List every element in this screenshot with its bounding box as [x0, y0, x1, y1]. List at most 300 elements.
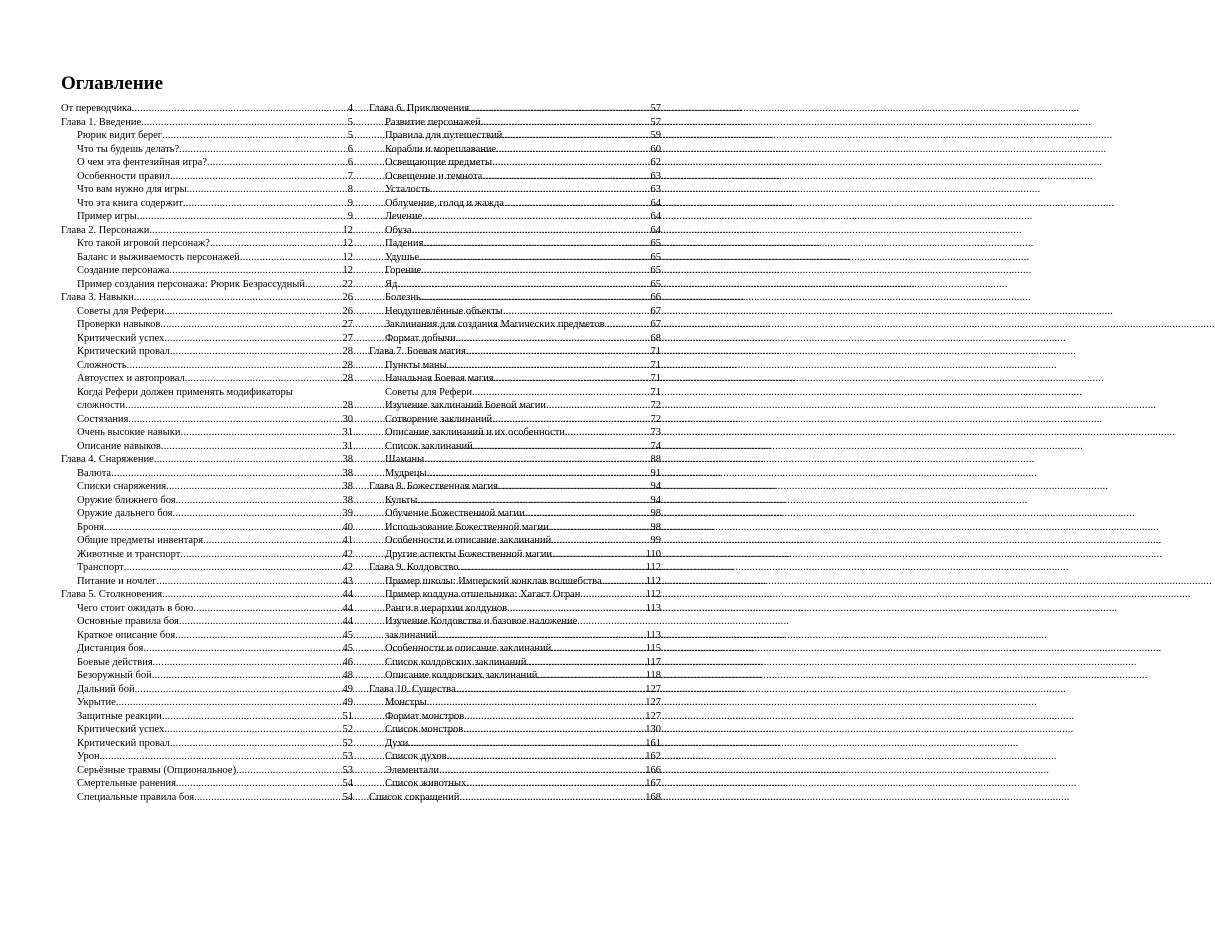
- toc-subentry[interactable]: [369, 602, 661, 616]
- toc-page-number: 52: [342, 737, 353, 749]
- toc-entry-title: Обучение Божественной магии: [385, 508, 525, 519]
- toc-entry-title: Животные и транспорт: [77, 548, 181, 560]
- toc-subentry[interactable]: [61, 723, 353, 737]
- toc-entry-title: Когда Рефери должен применять модификаторы: [77, 386, 293, 398]
- toc-subentry[interactable]: [61, 183, 353, 197]
- toc-page-number: 43: [342, 575, 353, 587]
- toc-chapter-entry[interactable]: [61, 116, 353, 130]
- toc-entry-title: Начальная Боевая магия: [385, 373, 494, 384]
- toc-leader-dots: [537, 669, 644, 683]
- toc-page-number: 38: [342, 454, 353, 465]
- toc-entry-title: Лечение: [385, 211, 423, 222]
- toc-chapter-entry[interactable]: [369, 102, 661, 116]
- toc-page-number: 63: [650, 170, 661, 182]
- toc-leader-dots: [419, 251, 649, 265]
- toc-page-number: 46: [342, 656, 353, 668]
- toc-subentry[interactable]: [369, 183, 661, 197]
- toc-leader-dots: [193, 602, 341, 616]
- toc-subentry[interactable]: [61, 305, 353, 319]
- toc-entry-title: Список монстров: [385, 724, 464, 735]
- toc-leader-dots: [424, 453, 649, 467]
- toc-subentry[interactable]: [369, 669, 661, 683]
- toc-page-number: 127: [645, 697, 661, 708]
- toc-entry-title: Пример школы: Имперский конклав волшебства: [385, 575, 602, 587]
- toc-leader-dots: [149, 224, 341, 238]
- toc-subentry[interactable]: [369, 426, 661, 440]
- toc-leader-dots: [447, 750, 645, 764]
- toc-leader-dots: [176, 777, 342, 791]
- toc-leader-dots: [194, 791, 341, 805]
- toc-entry-title: Пример создания персонажа: Рюрик Безрассудный: [77, 278, 305, 290]
- toc-leader-dots: [459, 791, 644, 805]
- toc-leader-dots: [236, 764, 341, 778]
- toc-entry-title: Смертельные ранения: [77, 778, 176, 789]
- toc-subentry[interactable]: [369, 156, 661, 170]
- toc-subentry[interactable]: [61, 548, 353, 562]
- toc-entry-title: Критический провал: [77, 737, 170, 749]
- toc-entry-title: От переводчика: [61, 103, 132, 114]
- toc-subentry[interactable]: [61, 264, 353, 278]
- toc-subentry[interactable]: [369, 521, 661, 535]
- toc-entry-title: Советы для Рефери: [385, 386, 472, 398]
- toc-subentry[interactable]: [369, 413, 661, 427]
- toc-entry-title: Глава 10. Существа: [369, 683, 456, 695]
- toc-subentry[interactable]: [61, 386, 353, 413]
- toc-subentry[interactable]: [61, 602, 353, 616]
- toc-page-number: 53: [342, 751, 353, 762]
- toc-page-number: 73: [650, 427, 661, 438]
- toc-page-number: 72: [650, 400, 661, 411]
- toc-subentry[interactable]: [369, 386, 661, 400]
- toc-entry-title: Развитие персонажей: [385, 116, 481, 128]
- toc-subentry[interactable]: [61, 278, 353, 292]
- toc-leader-dots: [421, 291, 650, 305]
- toc-subentry[interactable]: [369, 143, 661, 157]
- toc-subentry[interactable]: [61, 359, 353, 373]
- toc-leader-dots: [187, 183, 347, 197]
- toc-leader-dots: [173, 507, 342, 521]
- toc-subentry[interactable]: [369, 723, 661, 737]
- toc-subentry[interactable]: [61, 521, 353, 535]
- toc-entry-title: Глава 4. Снаряжение: [61, 454, 154, 465]
- toc-subentry[interactable]: [369, 305, 661, 319]
- toc-subentry[interactable]: [61, 480, 353, 494]
- toc-subentry[interactable]: [369, 291, 661, 305]
- toc-page-number: 65: [650, 265, 661, 276]
- toc-entry-title: Критический провал: [77, 346, 170, 357]
- toc-leader-dots: [437, 629, 645, 643]
- toc-entry-title: Описание колдовских заклинаний: [385, 670, 538, 681]
- toc-leader-dots: [111, 467, 341, 481]
- toc-leader-dots: [447, 359, 650, 373]
- toc-subentry[interactable]: [61, 750, 353, 764]
- toc-leader-dots: [207, 156, 347, 170]
- toc-subentry[interactable]: [61, 642, 353, 656]
- toc-subentry[interactable]: [369, 615, 661, 642]
- toc-leader-dots: [552, 548, 645, 562]
- toc-subentry[interactable]: [369, 170, 661, 184]
- toc-entry-title: Валюта: [77, 467, 112, 479]
- toc-entry-title: Усталость: [385, 184, 431, 195]
- toc-subentry[interactable]: [369, 440, 661, 454]
- toc-entry-title: Формат добычи: [385, 332, 456, 344]
- toc-leader-dots: [166, 480, 341, 494]
- toc-leader-dots: [164, 305, 342, 319]
- toc-page-number: 31: [342, 440, 353, 452]
- toc-entry-title: Проверки навыков: [77, 319, 161, 330]
- toc-page-number: 57: [650, 116, 661, 128]
- toc-leader-dots: [135, 683, 342, 697]
- toc-subentry[interactable]: [61, 251, 353, 265]
- toc-leader-dots: [602, 575, 645, 589]
- toc-subentry[interactable]: [369, 318, 661, 332]
- toc-subentry[interactable]: [61, 345, 353, 359]
- toc-subentry[interactable]: [61, 318, 353, 332]
- toc-subentry[interactable]: [369, 588, 661, 602]
- toc-entry-title: Очень высокие навыки: [77, 427, 181, 438]
- toc-leader-dots: [459, 561, 645, 575]
- toc-subentry[interactable]: [61, 777, 353, 791]
- toc-chapter-entry[interactable]: [61, 224, 353, 238]
- toc-page-number: 64: [650, 211, 661, 222]
- toc-entry-title: Корабли и мореплавание: [385, 143, 497, 155]
- toc-entry-title: Пример игры: [77, 211, 137, 222]
- toc-leader-dots: [125, 399, 341, 413]
- toc-leader-dots: [417, 494, 649, 508]
- toc-page-number: 5: [347, 116, 353, 128]
- toc-entry-title: Элементали: [385, 764, 439, 776]
- toc-entry-title: Неодушевлённые объекты: [385, 305, 503, 317]
- toc-entry-title: Список заклинаний: [385, 440, 473, 452]
- toc-page-number: 130: [645, 724, 661, 735]
- toc-leader-dots: [156, 575, 341, 589]
- toc-page-number: 161: [645, 737, 661, 749]
- toc-subentry[interactable]: [61, 615, 353, 629]
- toc-subentry[interactable]: [369, 467, 661, 481]
- toc-subentry[interactable]: [61, 170, 353, 184]
- toc-chapter-entry[interactable]: [369, 561, 661, 575]
- toc-leader-dots: [169, 264, 341, 278]
- toc-page-number: 12: [342, 251, 353, 263]
- toc-subentry[interactable]: [369, 534, 661, 548]
- toc-leader-dots: [305, 278, 342, 292]
- toc-chapter-entry[interactable]: [61, 588, 353, 602]
- toc-leader-dots: [430, 183, 649, 197]
- toc-subentry[interactable]: [369, 224, 661, 238]
- toc-subentry[interactable]: [369, 656, 661, 670]
- toc-entry-title: Сложность: [77, 359, 127, 371]
- toc-page-number: 60: [650, 143, 661, 155]
- toc-entry-title: Духи: [385, 737, 409, 749]
- toc-leader-dots: [116, 696, 342, 710]
- toc-entry-title-continued: заклинаний: [385, 629, 437, 641]
- toc-page-number: 72: [650, 413, 661, 425]
- toc-leader-dots: [104, 521, 342, 535]
- toc-entry-title: Общие предметы инвентаря: [77, 535, 204, 546]
- toc-column-right: [369, 102, 661, 804]
- toc-page-number: 52: [342, 724, 353, 735]
- toc-entry-line2: [77, 399, 353, 413]
- toc-subentry[interactable]: [61, 156, 353, 170]
- toc-subentry[interactable]: [369, 453, 661, 467]
- toc-subentry[interactable]: [369, 710, 661, 724]
- toc-leader-dots: [525, 507, 650, 521]
- toc-subentry[interactable]: [61, 629, 353, 643]
- toc-subentry[interactable]: [61, 129, 353, 143]
- toc-entry-title: Список сокращений: [369, 791, 460, 803]
- toc-subentry[interactable]: [61, 575, 353, 589]
- toc-subentry[interactable]: [61, 656, 353, 670]
- toc-page-number: 162: [645, 751, 661, 762]
- toc-entry-title: Падения: [385, 238, 424, 249]
- toc-entry-title: Основные правила боя: [77, 616, 179, 627]
- toc-entry-title: Пункты маны: [385, 359, 447, 371]
- toc-entry-title: Культы: [385, 494, 418, 506]
- toc-chapter-entry[interactable]: [369, 683, 661, 697]
- toc-subentry[interactable]: [61, 683, 353, 697]
- toc-subentry[interactable]: [369, 197, 661, 211]
- toc-page-number: 59: [650, 130, 661, 141]
- toc-leader-dots: [496, 143, 649, 157]
- toc-subentry[interactable]: [61, 737, 353, 751]
- toc-subentry[interactable]: [369, 548, 661, 562]
- toc-subentry[interactable]: [369, 737, 661, 751]
- toc-subentry[interactable]: [369, 399, 661, 413]
- toc-leader-dots: [164, 723, 341, 737]
- toc-leader-dots: [240, 251, 342, 265]
- toc-subentry[interactable]: [61, 467, 353, 481]
- toc-leader-dots: [152, 669, 342, 683]
- toc-entry-title: Особенности и описание заклинаний: [385, 535, 552, 546]
- toc-subentry[interactable]: [369, 507, 661, 521]
- toc-entry-title: Глава 8. Божественная магия: [369, 481, 498, 492]
- toc-page-number: 38: [342, 467, 353, 479]
- toc-subentry[interactable]: [61, 197, 353, 211]
- toc-leader-dots: [170, 345, 342, 359]
- toc-page-number: 42: [342, 562, 353, 573]
- toc-page-number: 94: [650, 481, 661, 492]
- toc-subentry[interactable]: [61, 332, 353, 346]
- toc-leader-dots: [473, 440, 650, 454]
- toc-subentry[interactable]: [61, 210, 353, 224]
- toc-leader-dots: [427, 467, 650, 481]
- toc-leader-dots: [127, 359, 342, 373]
- toc-subentry[interactable]: [369, 372, 661, 386]
- toc-page-number: 88: [650, 454, 661, 465]
- toc-entry-title: О чем эта фентезийная игра?: [77, 157, 208, 168]
- toc-entry-title: Использование Божественной магии: [385, 521, 549, 533]
- toc-leader-dots: [162, 710, 342, 724]
- toc-page-number: 26: [342, 305, 353, 317]
- toc-subentry[interactable]: [369, 332, 661, 346]
- toc-entry-title: Что вам нужно для игры: [77, 184, 187, 195]
- toc-subentry[interactable]: [61, 791, 353, 805]
- toc-page-number: 28: [342, 359, 353, 371]
- toc-subentry[interactable]: [61, 426, 353, 440]
- toc-subentry[interactable]: [369, 777, 661, 791]
- toc-subentry[interactable]: [61, 696, 353, 710]
- toc-leader-dots: [565, 426, 650, 440]
- toc-entry-title: Чего стоит ожидать в бою: [77, 602, 194, 614]
- toc-page-number: 57: [650, 103, 661, 114]
- toc-page-number: 65: [650, 251, 661, 263]
- toc-page-number: 168: [645, 791, 661, 803]
- toc-subentry[interactable]: [369, 129, 661, 143]
- toc-chapter-entry[interactable]: [61, 453, 353, 467]
- toc-page-number: 49: [342, 683, 353, 695]
- toc-entry-title: Монстры: [385, 697, 427, 708]
- toc-chapter-entry[interactable]: [369, 345, 661, 359]
- toc-leader-dots: [180, 548, 341, 562]
- toc-subentry[interactable]: [61, 561, 353, 575]
- toc-leader-dots: [549, 521, 650, 535]
- toc-leader-dots: [492, 156, 649, 170]
- toc-leader-dots: [203, 534, 341, 548]
- toc-chapter-entry[interactable]: [369, 791, 661, 805]
- toc-page-number: 7: [347, 170, 353, 182]
- toc-entry-title: Список колдовских заклинаний: [385, 656, 527, 668]
- toc-leader-dots: [498, 480, 650, 494]
- toc-subentry[interactable]: [369, 642, 661, 656]
- toc-subentry[interactable]: [369, 696, 661, 710]
- toc-leader-dots: [456, 683, 644, 697]
- toc-entry-title: Глава 9. Колдовство: [369, 562, 459, 573]
- toc-page-number: 44: [342, 589, 353, 600]
- toc-page-number: 64: [650, 197, 661, 209]
- toc-column-left: [61, 102, 353, 804]
- toc-subentry[interactable]: [61, 534, 353, 548]
- toc-page-number: 66: [650, 292, 661, 303]
- toc-subentry[interactable]: [369, 278, 661, 292]
- toc-entry-title: Дальний бой: [77, 683, 135, 695]
- toc-page-number: 28: [342, 373, 353, 384]
- toc-leader-dots: [100, 750, 342, 764]
- toc-page-number: 45: [342, 629, 353, 641]
- toc-leader-dots: [605, 318, 650, 332]
- toc-leader-dots: [463, 723, 644, 737]
- toc-page-number: 71: [650, 373, 661, 384]
- toc-page-number: 6: [347, 157, 353, 168]
- toc-subentry[interactable]: [369, 764, 661, 778]
- toc-chapter-entry[interactable]: [61, 291, 353, 305]
- toc-entry-title: Горение: [385, 265, 422, 276]
- toc-entry-title: Сотворение заклинаний: [385, 413, 493, 425]
- toc-entry-title: Списки снаряжения: [77, 481, 167, 492]
- toc-page-number: 62: [650, 157, 661, 168]
- toc-leader-dots: [132, 102, 347, 116]
- toc-subentry[interactable]: [369, 251, 661, 265]
- toc-page-number: 8: [347, 184, 353, 195]
- toc-page-number: 44: [342, 602, 353, 614]
- toc-leader-dots: [580, 588, 644, 602]
- toc-page-number: 51: [342, 710, 353, 722]
- toc-page-number: 166: [645, 764, 661, 776]
- toc-subentry[interactable]: [61, 710, 353, 724]
- toc-page-number: 9: [347, 211, 353, 222]
- toc-entry-title: Облучение, голод и жажда: [385, 197, 504, 209]
- toc-page-number: 115: [645, 643, 661, 654]
- toc-subentry[interactable]: [369, 237, 661, 251]
- toc-leader-dots: [546, 399, 650, 413]
- toc-entry-title: Рюрик видит берег: [77, 130, 163, 141]
- toc-entry-title: Защитные реакции: [77, 710, 162, 722]
- toc-leader-dots: [124, 561, 342, 575]
- toc-subentry[interactable]: [369, 750, 661, 764]
- toc-chapter-entry[interactable]: [61, 102, 353, 116]
- toc-leader-dots: [481, 116, 650, 130]
- toc-entry-title: Что ты будешь делать?: [77, 143, 180, 155]
- toc-entry-title: Ранги в иерархии колдунов: [385, 602, 508, 614]
- toc-entry-title: Безоружный бой: [77, 670, 152, 681]
- toc-entry-title: Автоуспех и автопровал: [77, 373, 185, 384]
- toc-page-number: 48: [342, 670, 353, 681]
- toc-subentry[interactable]: [61, 764, 353, 778]
- toc-leader-dots: [551, 642, 644, 656]
- toc-entry-title: Другие аспекты Божественной магии: [385, 548, 552, 560]
- toc-leader-dots: [137, 210, 347, 224]
- toc-leader-dots: [427, 696, 645, 710]
- toc-leader-dots: [504, 197, 650, 211]
- toc-entry-title: Специальные правила боя: [77, 791, 195, 803]
- toc-leader-dots: [185, 372, 342, 386]
- toc-entry-title: Список животных: [385, 778, 467, 789]
- toc-entry-title: Критический успех: [77, 332, 165, 344]
- toc-page-number: 9: [347, 197, 353, 209]
- toc-subentry[interactable]: [369, 116, 661, 130]
- toc-leader-dots: [494, 372, 650, 386]
- toc-subentry[interactable]: [369, 359, 661, 373]
- toc-page-number: 12: [342, 238, 353, 249]
- toc-page-number: 28: [342, 400, 353, 411]
- toc-entry-title: Болезнь: [385, 292, 421, 303]
- toc-page-number: 53: [342, 764, 353, 776]
- toc-subentry[interactable]: [369, 494, 661, 508]
- toc-subentry[interactable]: [61, 413, 353, 427]
- toc-page-number: 5: [347, 130, 353, 141]
- toc-leader-dots: [154, 453, 342, 467]
- toc-page-number: 110: [645, 548, 661, 560]
- toc-subentry[interactable]: [61, 372, 353, 386]
- toc-page-number: 94: [650, 494, 661, 506]
- toc-entry-title: Оружие ближнего боя: [77, 494, 176, 506]
- toc-subentry[interactable]: [61, 507, 353, 521]
- toc-entry-title: Шаманы: [385, 454, 425, 465]
- toc-chapter-entry[interactable]: [369, 480, 661, 494]
- toc-page-number: 39: [342, 508, 353, 519]
- toc-leader-dots: [423, 237, 649, 251]
- toc-subentry[interactable]: [61, 143, 353, 157]
- toc-entry-line2: [385, 629, 661, 643]
- toc-page-number: 4: [347, 103, 353, 114]
- toc-subentry[interactable]: [369, 210, 661, 224]
- toc-leader-dots: [162, 129, 347, 143]
- toc-subentry[interactable]: [369, 575, 661, 589]
- toc-page-number: 91: [650, 467, 661, 479]
- toc-page-number: 112: [645, 589, 661, 600]
- toc-page-number: 26: [342, 292, 353, 303]
- toc-subentry[interactable]: [369, 264, 661, 278]
- toc-page-number: 98: [650, 521, 661, 533]
- toc-leader-dots: [422, 210, 649, 224]
- toc-leader-dots: [179, 143, 347, 157]
- toc-page-number: 74: [650, 440, 661, 452]
- toc-entry-title: Список духов: [385, 751, 447, 762]
- toc-subentry[interactable]: [61, 494, 353, 508]
- toc-subentry[interactable]: [61, 669, 353, 683]
- toc-subentry[interactable]: [61, 237, 353, 251]
- toc-page-number: 27: [342, 332, 353, 344]
- toc-subentry[interactable]: [61, 440, 353, 454]
